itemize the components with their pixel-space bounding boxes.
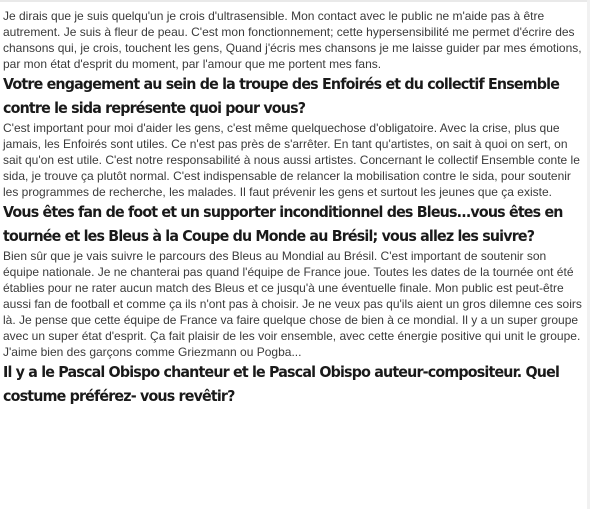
interview-question: Vous êtes fan de foot et un supporter inconditionnel des Bleus...vous êtes en tournée et les Bleus à la Coupe du Monde au Brésil; vous allez les suivre? [3,203,563,245]
answer-paragraph: Je dirais que je suis quelqu'un je crois d'ultrasensible. Mon contact avec le public ne m'aide pas à être autrement. Je suis à fleur de peau. C'est mon fonctionnement; cette hypersensibilité me permet d'écrire des chansons qui, je crois, touchent les gens, Quand j'écris mes chansons je me laisse guider par mes émotions, par mon état d'esprit du moment, par l'amour que me portent mes fans. [3,9,582,71]
answer-paragraph: C'est important pour moi d'aider les gens, c'est même quelquechose d'obligatoire. Avec la crise, plus que jamais, les Enfoirés sont utiles. Ce n'est pas près de s'arrêter. En tant qu'artistes, on sait à quoi on sert, on sait qu'on est utile. C'est notre responsabilité à nous aussi artistes. Concernant le collectif Ensemble conte le sida, je trouve ça plutôt normal. C'est indispensable de relancer la mobilisation contre le sida, pour soutenir les programmes de recherche, les malades. Il faut prévenir les gens et surtout les jeunes que ça existe. [3,121,580,199]
interview-question: Votre engagement au sein de la troupe des Enfoirés et du collectif Ensemble contre le sida représente quoi pour vous? [3,75,560,117]
top-divider [0,0,590,2]
answer-paragraph: Bien sûr que je vais suivre le parcours des Bleus au Mondial au Brésil. C'est important de soutenir son équipe nationale. Je ne chanterai pas quand l'équipe de France joue. Toutes les dates de la tournée ont été établies pour ne rater aucun match des Bleus et ce jusqu'à une éventuelle finale. Mon public est peut-être aussi fan de football et comme ça ils n'ont pas à choisir. Je ne veux pas qu'ils aient un gros dilemne ces soirs là. Je pense que cette équipe de France va faire quelque chose de bien à ce mondial. Il y a un super groupe avec un super état d'esprit. Ça fait plaisir de les voir ensemble, avec cette énergie positive qui unit le groupe. J'aime bien des garçons comme Griezmann ou Pogba... [3,249,582,359]
interview-question: Il y a le Pascal Obispo chanteur et le Pascal Obispo auteur-compositeur. Quel costume préférez- vous revêtir? [3,363,560,405]
interview-content [0,8,583,408]
